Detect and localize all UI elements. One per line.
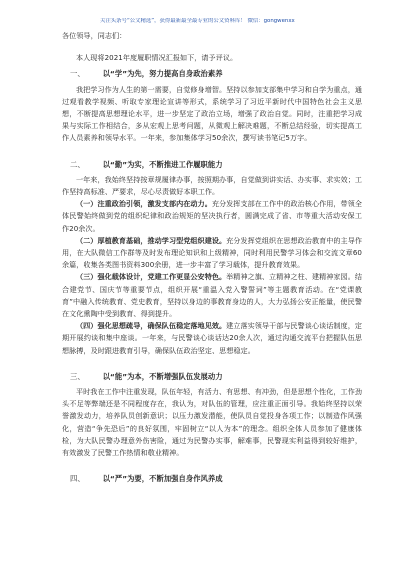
paragraph-lead: （二）厚植教育基础，推动学习型党组织建设。 [76,235,227,245]
spacer [62,357,362,367]
header-banner: 关注头条号“公文精选”，获得最新最全最专业的公文资料库！ 微信：gongwenxx [100,18,295,24]
section-1-paragraph-1 [62,84,362,145]
section-2-paragraph-1 [62,174,362,198]
document-body [62,30,362,489]
section-number: 四、 [70,474,85,484]
section-title: 以“能”为本，不断增强队伍发展动力 [102,371,223,381]
paragraph-text: 平时我在工作中注重发现，队伍年轻，有活力、有思想、有冲劲，但是思想个性化，工作劲头不足等弊端还是不同程度存在，我认为，对队伍的管理，应注重正面引导。我始终坚持以荣誉激发动力，培养队员创新意识；以压力激发潜能，使队员自觉投身各项工作；以制造作风强化，营造“争先恐后”的良好氛围，牢固树立“以人为本”的理念。组织全体人员参加了健康体检，为大队民警办理意外伤害险，通过为民警办实事，解难事，民警现实利益得到较好维护，有效激发了民警工作热情和敬业精神。 [62,387,362,458]
section-heading-1 [62,68,362,80]
paragraph-lead: （四）强化思想疏导，确保队伍稳定落地见效。 [76,321,227,331]
section-2-paragraph-5 [62,320,362,357]
paragraph-text: 充分发挥支部在工作中的政治核心作用，带领全体民警始终做到党的组织纪律和政治规矩的坚决执行者，圆满完成了省、市等重大活动安保工作20余次。 [62,199,362,233]
section-heading-2 [62,159,362,171]
paragraph-text: 充分发挥党组织在思想政治教育中的主导作用，在大队微信工作群等及时发布理论知识和上级精神，同时利用民警学习体会和交流文章60余篇，收集各类图书资料300余册，进一步丰富了学习载体，提升教育效果。 [62,235,362,270]
section-number: 三、 [70,371,85,381]
intro-paragraph: 本人现将2021年度履职情况汇报如下，请予评议。 [76,53,238,63]
paragraph-text: 建立落实领导干部与民警谈心谈话制度，定期开展约谈和集中座谈。一年来，与民警谈心谈话达20余人次，通过沟通交流平台把握队伍思想脉搏，及时跟进教育引导，确保队伍政治坚定、思想稳定。 [62,321,362,355]
paragraph-text: 一年来，我始终坚持按章规履律办事，按照期办事，自觉做到讲实话、办实事、求实效；工作坚持高标准、严要求，尽心尽责做好本职工作。 [62,174,362,197]
section-title: 以“严”为要，不断加强自身作风养成 [102,474,223,484]
paragraph-text: 举精神之旗、立精神之柱、建精神家园。结合建党节、国庆节等重要节点，组织开展“重温入党入警誓词”等主题教育活动。在“党课教育”中融入传统教育、党史教育，坚持以身边的事教育身边的人，大力弘扬公安正能量，使民警在文化熏陶中受到教育、得到提升。 [62,272,362,319]
greeting: 各位领导，同志们： [62,31,127,40]
section-heading-4 [62,473,362,485]
section-number: 二、 [70,159,85,169]
section-number: 一、 [70,69,85,79]
section-title: 以“学”为先，努力提高自身政治素养 [102,69,223,79]
section-3-paragraph-1 [62,386,362,459]
spacer [62,459,362,469]
spacer [62,145,362,155]
paragraph-lead: （一）注重政治引领，激发支部内在动力。 [76,199,212,209]
section-2-paragraph-2 [62,198,362,235]
paragraph-lead: （三）强化载体设计，党建工作更显公安特色。 [76,272,227,282]
section-2-paragraph-3 [62,235,362,272]
section-heading-3 [62,371,362,383]
section-title: 以“勤”为实，不断推进工作履职能力 [102,159,223,169]
section-2-paragraph-4 [62,271,362,320]
paragraph-text: 我把学习作为人生的第一需要，自觉修身增智。坚持以参加支部集中学习和自学为重点，通过观看教学视频、听取专家理论宣讲等形式，系统学习了习近平新时代中国特色社会主义思想，不断提高思想理论水平，进一步坚定了政治立场，增强了政治自觉。同时，注重把学习成果与实际工作相结合，多从宏观上思考问题，从微观上解决难题，不断总结经验，切实提高工作人员素养和领导水平。一年来，参加集体学习50余次，撰写读书笔记5万字。 [62,84,362,143]
